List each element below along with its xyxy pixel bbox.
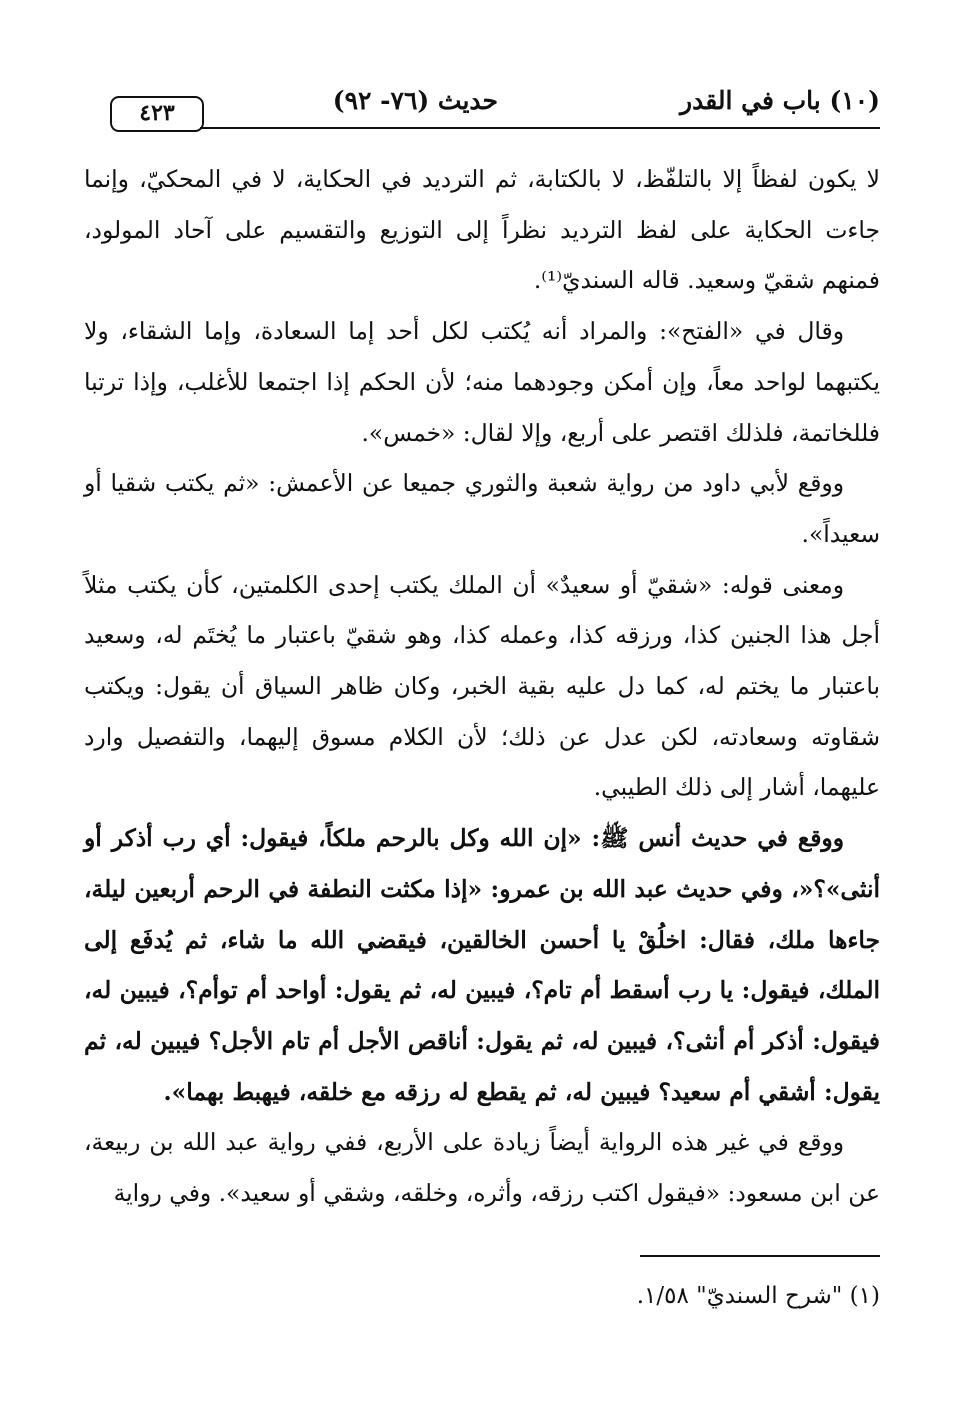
hadith-range: حديث (٧٦- ٩٢) [332, 86, 498, 115]
header-rule [200, 127, 880, 129]
paragraph-5: ووقع في حديث أنس ﷺ: «إن الله وكل بالرحم ملكاً، فيقول: أي رب أذكر أو أنثى»؟«، وفي حديث عبد الله بن عمرو: «إذا مكثت النطفة في الرحم أربعين ليلة، جاءها ملك، فقال: اخلُقْ يا أحسن الخالقين، فيقضي الله ما شاء، ثم يُدفَع إلى الملك، فيقول: يا رب أسقط أم تام؟، فيبين له، ثم يقول: أواحد أم توأم؟، فيبين له، فيقول: أذكر أم أنثى؟، فيبين له، ثم يقول: أناقص الأجل أم تام الأجل؟ فيبين له، ثم يقول: أشقي أم سعيد؟ فيبين له، ثم يقطع له رزقه مع خلقه، فيهبط بهما». [84, 824, 880, 1106]
page-number: ٤٢٣ [139, 100, 175, 126]
paragraph-6: ووقع في غير هذه الرواية أيضاً زيادة على الأربع، ففي رواية عبد الله بن ربيعة، عن ابن مسعود: «فيقول اكتب رزقه، وأثره، وخلقه، وشقي أو سعيد». وفي رواية [84, 1128, 880, 1208]
chapter-title: (١٠) باب في القدر [680, 86, 880, 115]
main-text [84, 154, 880, 1219]
paragraph-3: ووقع لأبي داود من رواية شعبة والثوري جميعا عن الأعمش: «ثم يكتب شقيا أو سعيداً». [84, 469, 880, 548]
paragraph-2: وقال في «الفتح»: والمراد أنه يُكتب لكل أحد إما السعادة، وإما الشقاء، ولا يكتبهما لواحد معاً، وإن أمكن وجودهما منه؛ لأن الحكم إذا اجتمعا للأغلب، وإذا ترتبا فللخاتمة، فلذلك اقتصر على أربع، وإلا لقال: «خمس». [84, 317, 880, 447]
footnote-rule [640, 1255, 880, 1257]
paragraph-4: ومعنى قوله: «شقيّ أو سعيدٌ» أن الملك يكتب إحدى الكلمتين، كأن يكتب مثلاً أجل هذا الجنين كذا، ورزقه كذا، وعمله كذا، وهو شقيّ باعتبار ما يُختَم له، وسعيد باعتبار ما يختم له، كما دل عليه بقية الخبر، وكان ظاهر السياق أن يقول: ويكتب شقاوته وسعادته، لكن عدل عن ذلك؛ لأن الكلام مسوق إليهما، والتفصيل وارد عليهما، أشار إلى ذلك الطيبي. [84, 570, 880, 802]
paragraph-1: لا يكون لفظاً إلا بالتلفّظ، لا بالكتابة، ثم الترديد في الحكاية، لا في المحكيّ، وإنما جاءت الحكاية على لفظ الترديد نظراً إلى التوزيع والتقسيم على آحاد المولود، فمنهم شقيّ وسعيد. قاله السنديّ⁽¹⁾. [84, 165, 880, 295]
running-header [110, 84, 880, 130]
page-number-box [110, 96, 204, 132]
footnote: (١) "شرح السنديّ" ١/٥٨. [636, 1283, 880, 1309]
